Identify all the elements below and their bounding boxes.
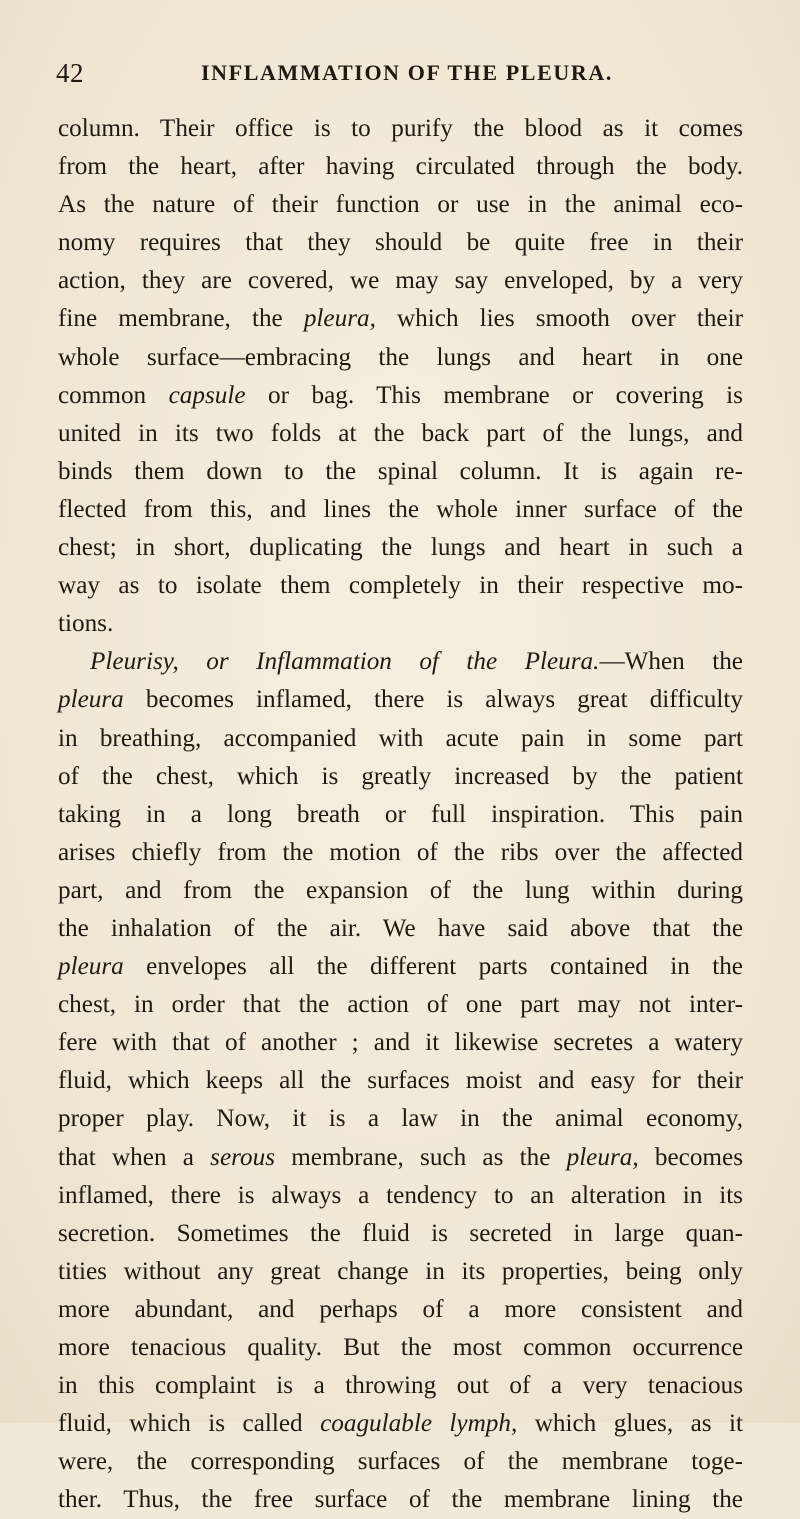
text-segment: more tenacious quality. But the most common occurrence [58,1334,743,1361]
text-line [58,529,743,567]
italic-text: serous [210,1143,275,1171]
text-line [58,872,743,910]
text-line [58,643,743,681]
text-segment: As the nature of their function or use in the animal eco- [58,191,743,219]
text-line [58,834,743,872]
text-line [58,605,743,643]
text-line [58,758,743,796]
text-line [58,986,743,1024]
text-segment: that when a [58,1143,211,1171]
text-segment: fluid, which is called [58,1410,321,1438]
text-segment: secretion. Sometimes the fluid is secreted in large quan- [58,1219,743,1247]
text-line [58,1443,743,1481]
body-text [58,110,743,1519]
italic-text: Pleurisy, [90,648,179,676]
text-segment: in breathing, accompanied with acute pain in some part [58,724,743,752]
italic-text: capsule [168,381,246,409]
text-line [58,1481,743,1519]
text-segment: becomes [638,1143,743,1171]
text-line [58,1215,743,1253]
text-segment: way as to isolate them completely in their respective mo- [58,572,743,600]
text-segment: or bag. This membrane or covering is [245,381,743,409]
text-line [58,415,743,453]
text-segment: the inhalation of the air. We have said above that the [58,914,743,942]
text-segment: tities without any great change in its properties, being only [58,1257,743,1285]
text-segment: binds them down to the spinal column. It is again re- [58,457,743,485]
text-segment: whole surface—embracing the lungs and heart in one [58,343,743,371]
text-segment: were, the corresponding surfaces of the membrane toge- [58,1448,743,1476]
text-line [58,148,743,186]
text-segment: more abundant, and perhaps of a more consistent and [58,1295,743,1323]
italic-text: Inflammation of the Pleura. [256,648,600,676]
text-line [58,1405,743,1443]
text-line [58,1329,743,1367]
text-segment: nomy requires that they should be quite free in their [58,229,743,257]
text-line [58,796,743,834]
text-segment: from the heart, after having circulated through the body. [58,153,743,181]
text-segment: tions. [58,610,114,638]
text-line [58,262,743,300]
text-segment: which glues, as it [517,1410,743,1438]
text-line [58,377,743,415]
text-line [58,300,743,338]
text-line [58,1024,743,1062]
text-line [58,453,743,491]
text-segment: part, and from the expansion of the lung within during [58,876,743,904]
text-segment: arises chiefly from the motion of the ribs over the affected [58,838,743,866]
text-segment: inflamed, there is always a tendency to an alteration in its [58,1181,743,1209]
text-segment: fine membrane, the [58,305,304,333]
italic-text: coagulable lymph, [320,1410,518,1438]
text-line [58,681,743,719]
text-segment: fluid, which keeps all the surfaces moist and easy for their [58,1067,743,1095]
running-head: INFLAMMATION OF THE PLEURA. [201,60,613,85]
text-segment: action, they are covered, we may say enveloped, by a very [58,267,743,295]
text-line [58,948,743,986]
text-line [58,720,743,758]
text-segment: column. Their office is to purify the blood as it comes [58,115,743,142]
text-line [58,1139,743,1177]
text-segment: becomes inflamed, there is always great difficulty [123,686,743,714]
text-line [58,224,743,262]
italic-text: pleura, [303,305,376,333]
text-segment: chest, in order that the action of one part may not inter- [58,991,743,1019]
text-segment: chest; in short, duplicating the lungs and heart in such a [58,534,743,562]
text-line [58,491,743,529]
italic-text: or [178,648,257,676]
italic-text: pleura [58,953,124,981]
text-segment: of the chest, which is greatly increased by the patient [58,762,743,790]
italic-text: pleura [58,686,124,714]
text-segment: proper play. Now, it is a law in the animal economy, [58,1105,743,1133]
text-line [58,110,743,148]
text-segment: envelopes all the different parts contained in the [123,953,743,981]
text-line [58,1100,743,1138]
text-segment: taking in a long breath or full inspiration. This pain [58,800,743,828]
text-segment: common [58,381,169,409]
text-segment: flected from this, and lines the whole inner surface of the [58,495,743,523]
text-segment: which lies smooth over their [375,305,743,333]
text-segment: united in its two folds at the back part of the lungs, and [58,419,743,447]
page-number: 42 [56,58,84,88]
text-segment: membrane, such as the [275,1143,567,1171]
text-segment: ther. Thus, the free surface of the membrane lining the [58,1486,743,1514]
text-segment: fere with that of another ; and it likewise secretes a watery [58,1029,743,1057]
text-line [58,1253,743,1291]
text-line [58,186,743,224]
text-line [58,910,743,948]
text-line [58,1367,743,1405]
text-line [58,1062,743,1100]
text-segment: in this complaint is a throwing out of a very tenacious [58,1372,743,1400]
text-segment: —When the [599,648,743,676]
text-line [58,339,743,377]
page-header [56,58,740,98]
text-line [58,1291,743,1329]
text-line [58,1177,743,1215]
text-line [58,567,743,605]
italic-text: pleura, [566,1143,639,1171]
